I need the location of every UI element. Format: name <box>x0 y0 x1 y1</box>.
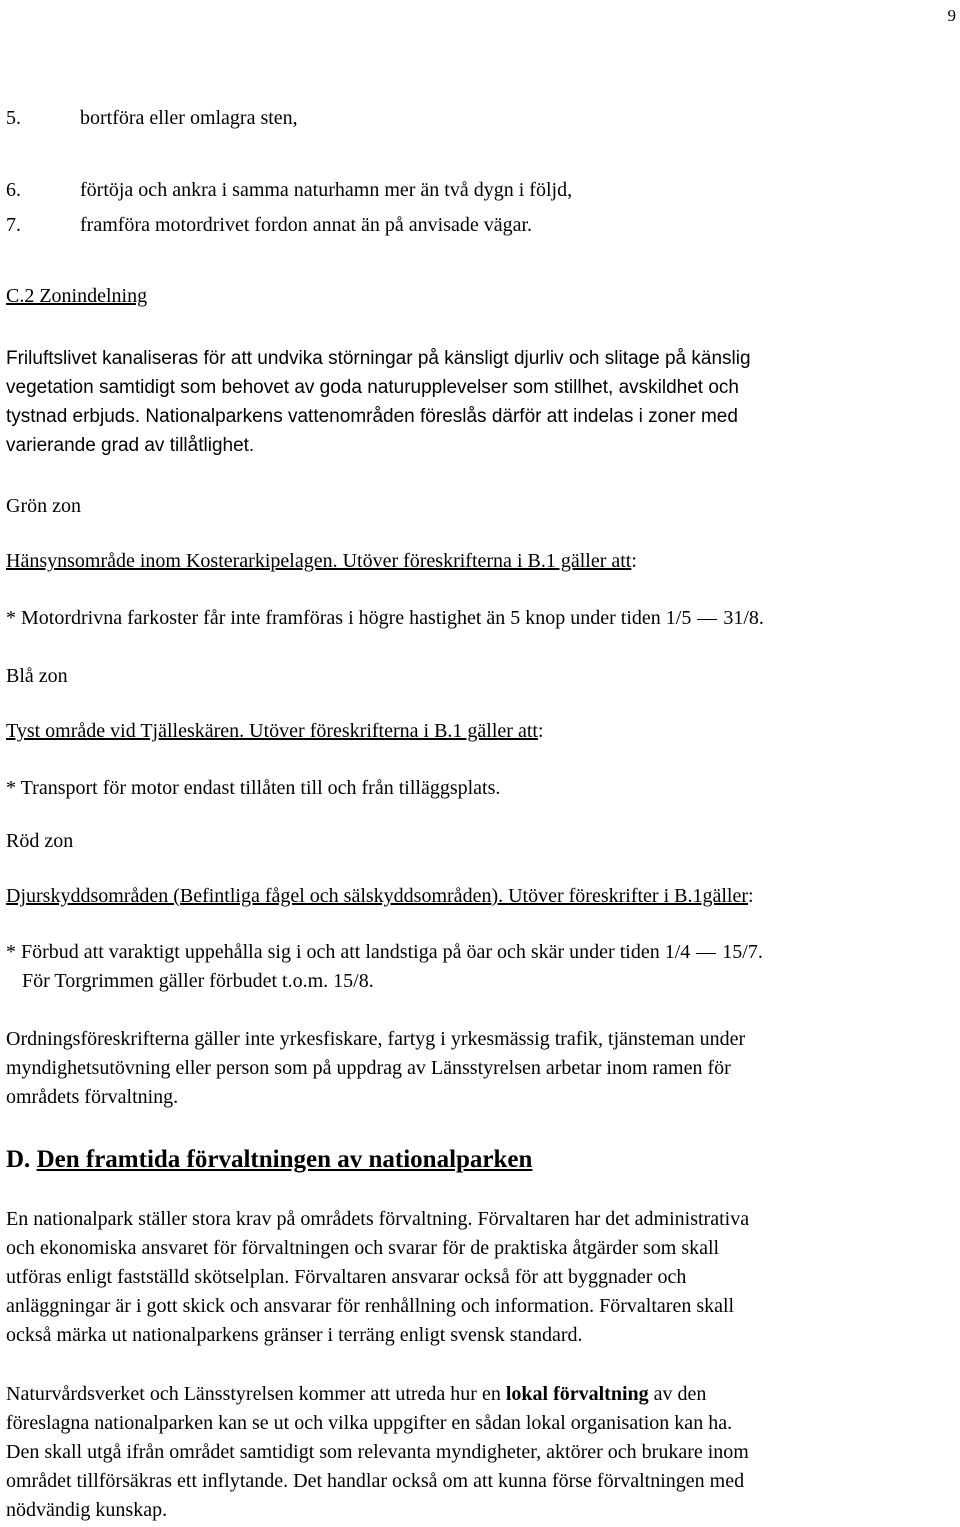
paragraph-line: Naturvårdsverket och Länsstyrelsen kommer att utreda hur en lokal förvaltning av den <box>6 1383 707 1405</box>
paragraph-line: också märka ut nationalparkens gränser i terräng enligt svensk standard. <box>6 1324 583 1346</box>
paragraph-line: vegetation samtidigt som behovet av goda naturupplevelser som stillhet, avskildhet och <box>6 377 739 398</box>
paragraph-line: varierande grad av tillåtlighet. <box>6 435 255 456</box>
zone-description-green: Hänsynsområde inom Kosterarkipelagen. Utöver föreskrifterna i B.1 gäller att: <box>6 550 637 572</box>
list-item: 7. framföra motordrivet fordon annat än på anvisade vägar. <box>6 214 533 236</box>
paragraph-line: tystnad erbjuds. Nationalparkens vattenområden föreslås därför att indelas i zoner med <box>6 406 738 427</box>
zone-rule-green: * Motordrivna farkoster får inte framföras i högre hastighet än 5 knop under tiden 1/5 31/8. <box>6 607 764 629</box>
list-item: 6. förtöja och ankra i samma naturhamn mer än två dygn i följd, <box>6 179 573 201</box>
section-heading-c2: C.2 Zonindelning <box>6 285 148 307</box>
paragraph-line: myndighetsutövning eller person som på uppdrag av Länsstyrelsen arbetar inom ramen för <box>6 1057 731 1079</box>
paragraph-line: nödvändig kunskap. <box>6 1499 168 1521</box>
paragraph-line: föreslagna nationalparken kan se ut och vilka uppgifter en sådan lokal organisation kan ha. <box>6 1412 733 1434</box>
paragraph-line: anläggningar är i gott skick och ansvarar för renhållning och information. Förvaltaren skall <box>6 1295 735 1317</box>
zone-rule-blue: * Transport för motor endast tillåten till och från tilläggsplats. <box>6 777 501 799</box>
paragraph-line: området tillförsäkras ett inflytande. Det handlar också om att kunna förse förvaltningen med <box>6 1470 745 1492</box>
section-heading-d: D. Den framtida förvaltningen av nationalparken <box>6 1146 533 1173</box>
page-number: 9 <box>947 6 956 25</box>
dash-separator <box>697 619 717 620</box>
paragraph-line: Den skall utgå ifrån området samtidigt som relevanta myndigheter, aktörer och brukare inom <box>6 1441 749 1463</box>
zone-description-red: Djurskyddsområden (Befintliga fågel och sälskyddsområden). Utöver föreskrifter i B.1gäller: <box>6 885 754 907</box>
zone-description-blue: Tyst område vid Tjälleskären. Utöver föreskrifterna i B.1 gäller att: <box>6 720 544 742</box>
paragraph-line: områdets förvaltning. <box>6 1086 179 1108</box>
zone-title-green: Grön zon <box>6 495 81 517</box>
list-item: 5. bortföra eller omlagra sten, <box>6 107 298 129</box>
zone-rule-red: * Förbud att varaktigt uppehålla sig i och att landstiga på öar och skär under tiden 1/4 15/7. <box>6 941 763 963</box>
paragraph-line: En nationalpark ställer stora krav på områdets förvaltning. Förvaltaren har det administrativa <box>6 1208 750 1230</box>
paragraph-line: Friluftslivet kanaliseras för att undvika störningar på känsligt djurliv och slitage på känslig <box>6 348 751 369</box>
dash-separator <box>696 953 716 954</box>
zone-title-blue: Blå zon <box>6 665 68 687</box>
paragraph-line: utföras enligt fastställd skötselplan. Förvaltaren ansvarar också för att byggnader och <box>6 1266 687 1288</box>
paragraph-line: och ekonomiska ansvaret för förvaltningen och svarar för de praktiska åtgärder som skall <box>6 1237 720 1259</box>
paragraph-line: Ordningsföreskrifterna gäller inte yrkesfiskare, fartyg i yrkesmässig trafik, tjänsteman under <box>6 1028 746 1050</box>
zone-rule-red-continued: För Torgrimmen gäller förbudet t.o.m. 15/8. <box>22 970 374 992</box>
zone-title-red: Röd zon <box>6 830 74 852</box>
